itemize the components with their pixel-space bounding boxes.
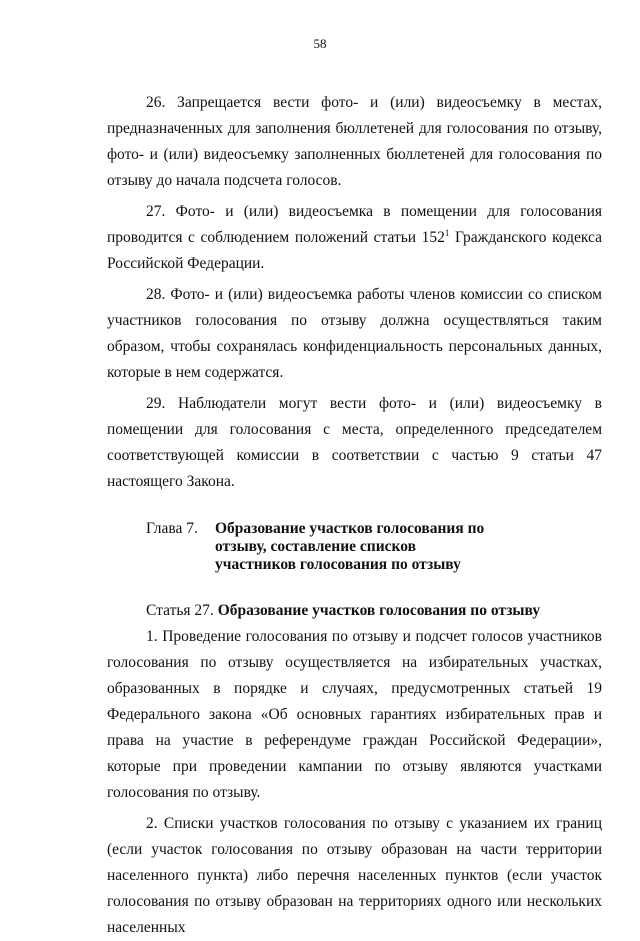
paragraph-28: 28. Фото- и (или) видеосъемка работы членов комиссии со списком участников голосования по отзыву должна осуществляться таким образом, чтобы сохранялась конфиденциальность персональных данных, которые в нем содержатся. [107, 286, 602, 381]
chapter-prefix: Глава 7. [146, 520, 198, 537]
chapter-title: Образование участков голосования по отзыву, составление списков участников голосования по отзыву [215, 520, 485, 573]
paragraph-29: 29. Наблюдатели могут вести фото- и (или) видеосъемку в помещении для голосования с места, определенного председателем соответствующей комиссии в соответствии с частью 9 статьи 47 настоящего Закона. [107, 395, 602, 490]
paragraph-26: 26. Запрещается вести фото- и (или) видеосъемку в местах, предназначенных для заполнения бюллетеней для голосования по отзыву, фото- и (или) видеосъемку заполненных бюллетеней для голосования по отзыву до начала подсчета голосов. [107, 94, 602, 189]
article-heading [107, 598, 602, 624]
paragraph-27 [107, 199, 602, 277]
article-paragraph-2: 2. Списки участков голосования по отзыву с указанием их границ (если участок голосования по отзыву образован на части территории населенного пункта) либо перечня населенных пунктов (если участок голосования по отзыву образован на территориях одного или нескольких населенных [107, 815, 602, 936]
article-paragraph-1: 1. Проведение голосования по отзыву и подсчет голосов участников голосования по отзыву осуществляется на избирательных участках, образованных в порядке и случаях, предусмотренных статьей 19 Федерального закона «Об основных гарантиях избирательных прав и права на участие в референдуме граждан Российской Федерации», которые при проведении кампании по отзыву являются участками голосования по отзыву. [107, 628, 602, 801]
page-number: 58 [313, 36, 327, 51]
document-body [107, 90, 602, 941]
paragraph-27-text: 27. Фото- и (или) видеосъемка в помещении для голосования проводится с соблюдением положений статьи 152 [107, 203, 602, 246]
article-title: Образование участков голосования по отзыву [217, 602, 541, 619]
chapter-heading [107, 520, 602, 574]
article-prefix: Статья 27. [146, 602, 214, 619]
paragraph-27-text-end: Гражданского кодекса Российской Федерации. [107, 229, 602, 272]
superscript: 1 [444, 228, 450, 238]
